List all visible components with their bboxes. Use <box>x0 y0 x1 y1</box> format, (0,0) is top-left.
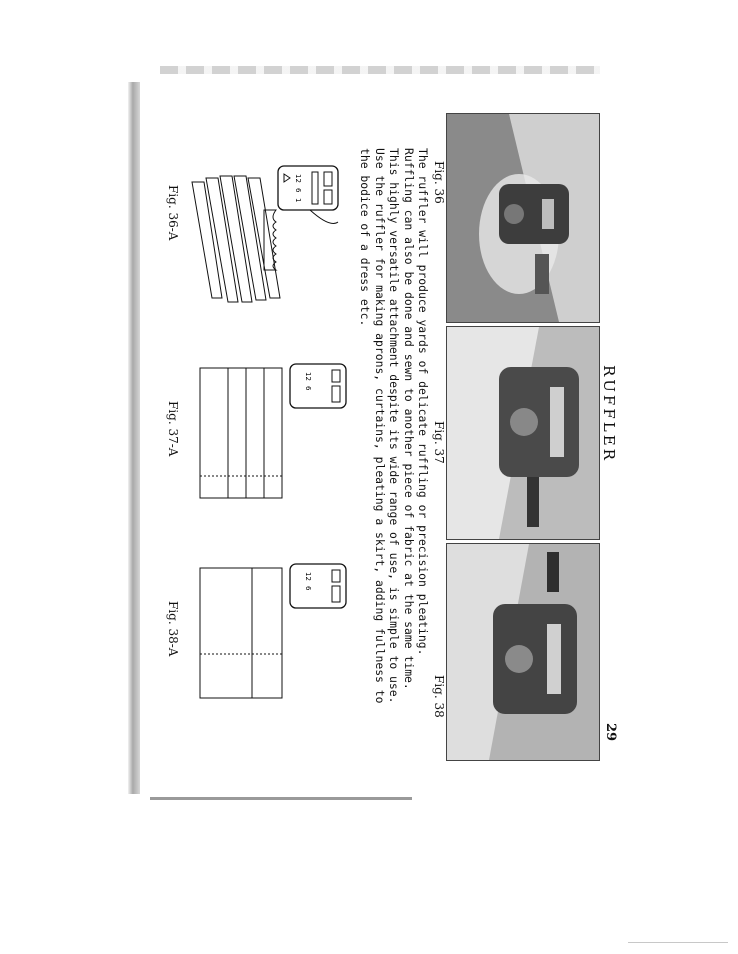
page-number: 29 <box>603 723 618 742</box>
diagram-fig-36a <box>188 158 340 308</box>
dial-mark-6: 6 <box>294 188 302 193</box>
diagram-fig-37a <box>194 358 350 508</box>
body-line: This highly versatile attachment despite its wide range of use, is simple to use. <box>387 148 402 704</box>
diagram-fig-38a <box>194 558 350 708</box>
body-line: Ruffling can also be done and sewn to another piece of fabric at the same time. <box>401 148 416 690</box>
photo-fig-37 <box>446 326 600 540</box>
dial-mark-6: 6 <box>304 586 312 591</box>
ruffler-photo-37-icon <box>447 327 599 539</box>
body-text <box>358 148 430 748</box>
pleat-diagram-38a <box>194 558 350 708</box>
scan-artifact-foot <box>628 942 728 943</box>
photo-fig-36 <box>446 113 600 323</box>
ruffler-photo-36-icon <box>447 114 599 322</box>
page-title: RUFFLER <box>600 365 618 463</box>
photo-fig-38 <box>446 543 600 761</box>
scan-artifact-top <box>160 66 600 74</box>
body-line: The ruffler will produce yards of delicate ruffling or precision pleating. <box>416 148 430 656</box>
caption-fig-38: Fig. 38 <box>432 675 446 718</box>
dial-mark-12: 12 <box>304 372 312 381</box>
caption-fig-36a: Fig. 36-A <box>166 185 180 241</box>
dial-mark-12: 12 <box>304 572 312 581</box>
dial-mark-12: 12 <box>294 174 302 183</box>
pleat-diagram-37a <box>194 358 350 508</box>
dial-mark-6: 6 <box>304 386 312 391</box>
caption-fig-37a: Fig. 37-A <box>166 401 180 457</box>
body-line: the bodice of a dress etc. <box>358 148 373 327</box>
dial-mark-1: 1 <box>294 198 302 203</box>
rotated-page-content <box>138 113 618 763</box>
ruffle-fan-diagram <box>188 158 340 308</box>
caption-fig-38a: Fig. 38-A <box>166 601 180 657</box>
body-line: Use the ruffler for making aprons, curtains, pleating a skirt, adding fullness to <box>372 148 387 704</box>
scan-artifact-bottom <box>150 797 412 800</box>
caption-fig-37: Fig. 37 <box>432 421 446 464</box>
ruffler-photo-38-icon <box>447 544 599 760</box>
caption-fig-36: Fig. 36 <box>432 161 446 204</box>
